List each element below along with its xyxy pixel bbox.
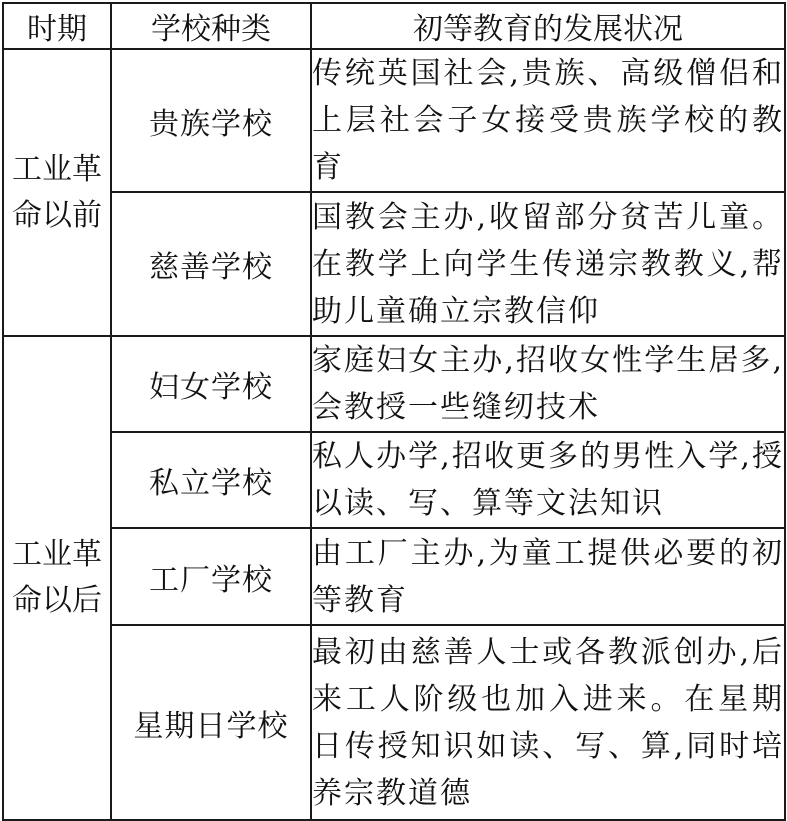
table-row [3,625,785,820]
school-type-cell: 贵族学校 [111,49,311,192]
school-type-cell: 工厂学校 [111,528,311,625]
school-type-cell: 慈善学校 [111,192,311,336]
header-period: 时期 [3,3,111,49]
development-cell: 由工厂主办,为童工提供必要的初等教育 [311,528,785,625]
school-type-cell: 私立学校 [111,432,311,528]
table-row [3,192,785,336]
table-row [3,528,785,625]
header-row [3,3,785,49]
development-cell: 最初由慈善人士或各教派创办,后来工人阶级也加入进来。在星期日传授知识如读、写、算,同时培养宗教道德 [311,625,785,820]
period-after-industrial-revolution: 工业革命以后 [3,336,111,820]
school-type-cell: 星期日学校 [111,625,311,820]
development-cell: 国教会主办,收留部分贫苦儿童。在教学上向学生传递宗教教义,帮助儿童确立宗教信仰 [311,192,785,336]
development-cell: 家庭妇女主办,招收女性学生居多,会教授一些缝纫技术 [311,336,785,432]
education-table [2,2,786,821]
header-development: 初等教育的发展状况 [311,3,785,49]
development-cell: 私人办学,招收更多的男性入学,授以读、写、算等文法知识 [311,432,785,528]
period-before-industrial-revolution: 工业革命以前 [3,49,111,336]
development-cell: 传统英国社会,贵族、高级僧侣和上层社会子女接受贵族学校的教育 [311,49,785,192]
table-row [3,336,785,432]
table-row [3,49,785,192]
school-type-cell: 妇女学校 [111,336,311,432]
table-row [3,432,785,528]
header-school-type: 学校种类 [111,3,311,49]
